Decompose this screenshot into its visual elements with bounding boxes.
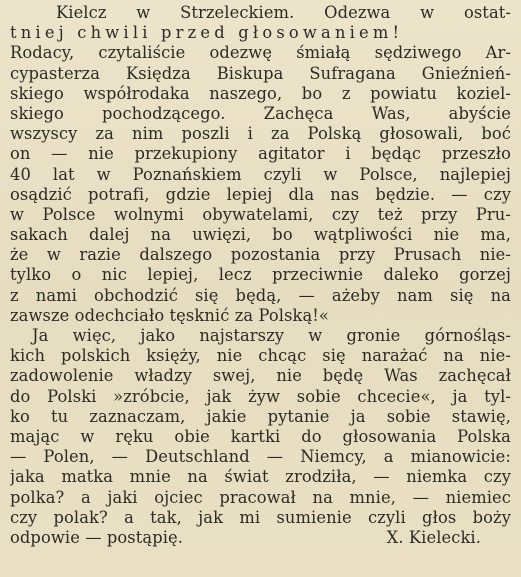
article-line: mając w ręku obie kartki do głosowania Polska: [10, 426, 511, 446]
article-line: 40 lat w Poznańskiem czyli w Polsce, najlepiej: [10, 164, 511, 184]
article-line: czy polak? a tak, jak mi sumienie czyli głos boży: [10, 507, 511, 527]
article-line: — Polen, — Deutschland — Niemcy, a mianowicie:: [10, 447, 511, 467]
article-line: skiego pochodzącego. Zachęca Was, abyście: [10, 103, 511, 123]
article-line: wszyscy za nim poszli i za Polską głosowali, boć: [10, 124, 511, 144]
article-line: do Polski »zróbcie, jak żyw sobie chcecie«, ja tyl-: [10, 386, 511, 406]
article-line: Ja więc, jako najstarszy w gronie górnośląs-: [32, 326, 511, 345]
article-line: zawsze odechciało tęsknić za Polską!«: [10, 305, 329, 325]
article-line: ko tu zaznaczam, jakie pytanie ja sobie stawię,: [10, 406, 511, 426]
article-line: on — nie przekupiony agitator i będąc przeszło: [10, 144, 511, 164]
article-last-line: [10, 528, 511, 548]
article-line: odpowie — postąpię.: [10, 527, 184, 547]
article-line: osądzić potrafi, gdzie lepiej dla nas będzie. — czy: [10, 184, 511, 204]
author-signature: X. Kielecki.: [386, 527, 481, 547]
article-line: z nami obchodzić się będą, — ażeby nam się na: [10, 285, 511, 305]
article-line: tniej chwili przed głosowaniem!: [10, 23, 404, 43]
article-line: zadowolenie władzy swej, nie będę Was zachęcał: [10, 366, 511, 386]
article-line: Kielcz w Strzeleckiem. Odezwa w ostat-: [56, 3, 511, 22]
article-line: jaka matka mnie na świat zrodziła, — niemka czy: [10, 467, 511, 487]
article-line: polka? a jaki ojciec pracował na mnie, — niemiec: [10, 487, 511, 507]
article-line: Rodacy, czytaliście odezwę śmiałą sędziwego Ar-: [10, 43, 511, 63]
article-line: cypasterza Księdza Biskupa Sufragana Gnieźnień-: [10, 63, 511, 83]
article-line: kich polskich księży, nie chcąc się narażać na nie-: [10, 346, 511, 366]
article-line: skiego współrodaka naszego, bo z powiatu koziel-: [10, 83, 511, 103]
article-line: tylko o nic lepiej, lecz przeciwnie daleko gorzej: [10, 265, 511, 285]
article-line: w Polsce wolnymi obywatelami, czy też przy Pru-: [10, 204, 511, 224]
article-line: że w razie dalszego pozostania przy Prusach nie-: [10, 245, 511, 265]
article-line: sakach dalej na uwięzi, bo wątpliwości nie ma,: [10, 225, 511, 245]
